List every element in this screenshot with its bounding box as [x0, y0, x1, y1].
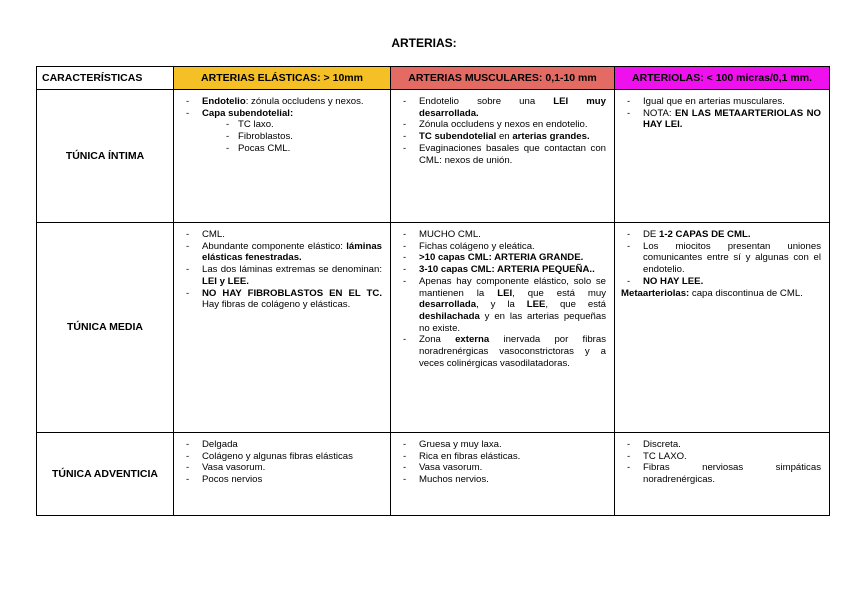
list-item: - CML. — [180, 229, 382, 241]
header-row — [37, 67, 830, 90]
list-item: - MUCHO CML. — [397, 229, 606, 241]
list-item: - Zona externa inervada por fibras noradrenérgicas vasoconstrictoras y a veces colinérgicas vasodilatadoras. — [397, 334, 606, 369]
list-item: - Discreta. — [621, 439, 821, 451]
cell-media-arteriolas — [615, 223, 830, 433]
list-item: - 3-10 capas CML: ARTERIA PEQUEÑA.. — [397, 264, 606, 276]
list-item: - Apenas hay componente elástico, solo se mantienen la LEI, que está muy desarrollada, y la LEE, que está deshilachada y en las arterias pequeñas no existe. — [397, 276, 606, 335]
list-item: - Colágeno y algunas fibras elásticas — [180, 451, 382, 463]
row-tunica-adventicia — [37, 433, 830, 516]
list-item: - Muchos nervios. — [397, 474, 606, 486]
row-label-adventicia: TÚNICA ADVENTICIA — [37, 433, 174, 516]
cell-media-elasticas — [174, 223, 391, 433]
list-item: - Endotelio sobre una LEI muy desarrollada. — [397, 96, 606, 119]
list-item: - Endotelio: zónula occludens y nexos. — [180, 96, 382, 108]
list-item: - NO HAY LEE. — [621, 276, 821, 288]
row-tunica-intima — [37, 90, 830, 223]
metaarteriolas-note: Metaarteriolas: capa discontinua de CML. — [621, 287, 803, 299]
list-item: - Vasa vasorum. — [180, 462, 382, 474]
row-label-intima: TÚNICA ÍNTIMA — [37, 90, 174, 223]
list-item: - Fibras nerviosas simpáticas noradrenérgicas. — [621, 462, 821, 485]
list-item: - NOTA: EN LAS METAARTERIOLAS NO HAY LEI. — [621, 108, 821, 131]
row-label-media: TÚNICA MEDIA — [37, 223, 174, 433]
list-item: - Rica en fibras elásticas. — [397, 451, 606, 463]
list-item: - Vasa vasorum. — [397, 462, 606, 474]
list-item: - Delgada — [180, 439, 382, 451]
header-caracteristicas: CARACTERÍSTICAS — [37, 67, 174, 90]
row-tunica-media — [37, 223, 830, 433]
list-item: - Abundante componente elástico: láminas elásticas fenestradas. — [180, 241, 382, 264]
list-item: - TC subendotelial en arterias grandes. — [397, 131, 606, 143]
list-item: - Los miocitos presentan uniones comunicantes entre sí y algunas con el endotelio. — [621, 241, 821, 276]
list-item: - Pocos nervios — [180, 474, 382, 486]
list-item: - Capa subendotelial: — [180, 108, 382, 120]
list-item: - Gruesa y muy laxa. — [397, 439, 606, 451]
list-item: - Las dos láminas extremas se denominan: LEI y LEE. — [180, 264, 382, 287]
list-item: - Igual que en arterias musculares. — [621, 96, 821, 108]
cell-adventicia-arteriolas — [615, 433, 830, 516]
list-subitem: - TC laxo. — [180, 119, 382, 131]
cell-intima-arteriolas — [615, 90, 830, 223]
document-title: ARTERIAS: — [391, 36, 457, 50]
cell-media-musculares — [391, 223, 615, 433]
arterias-table — [36, 66, 830, 516]
cell-intima-elasticas — [174, 90, 391, 223]
cell-adventicia-musculares — [391, 433, 615, 516]
cell-adventicia-elasticas — [174, 433, 391, 516]
cell-intima-musculares — [391, 90, 615, 223]
list-subitem: - Fibroblastos. — [180, 131, 382, 143]
header-arteriolas: ARTERIOLAS: < 100 micras/0,1 mm. — [615, 67, 830, 90]
header-arterias-elasticas: ARTERIAS ELÁSTICAS: > 10mm — [174, 67, 391, 90]
list-item: - Fichas colágeno y eleática. — [397, 241, 606, 253]
list-item: - >10 capas CML: ARTERIA GRANDE. — [397, 252, 606, 264]
header-arterias-musculares: ARTERIAS MUSCULARES: 0,1-10 mm — [391, 67, 615, 90]
list-item: - DE 1-2 CAPAS DE CML. — [621, 229, 821, 241]
list-item: - Evaginaciones basales que contactan con CML: nexos de unión. — [397, 143, 606, 166]
list-item: - TC LAXO. — [621, 451, 821, 463]
list-subitem: - Pocas CML. — [180, 143, 382, 155]
list-item: - Zónula occludens y nexos en endotelio. — [397, 119, 606, 131]
list-item: - NO HAY FIBROBLASTOS EN EL TC. Hay fibras de colágeno y elásticas. — [180, 288, 382, 311]
